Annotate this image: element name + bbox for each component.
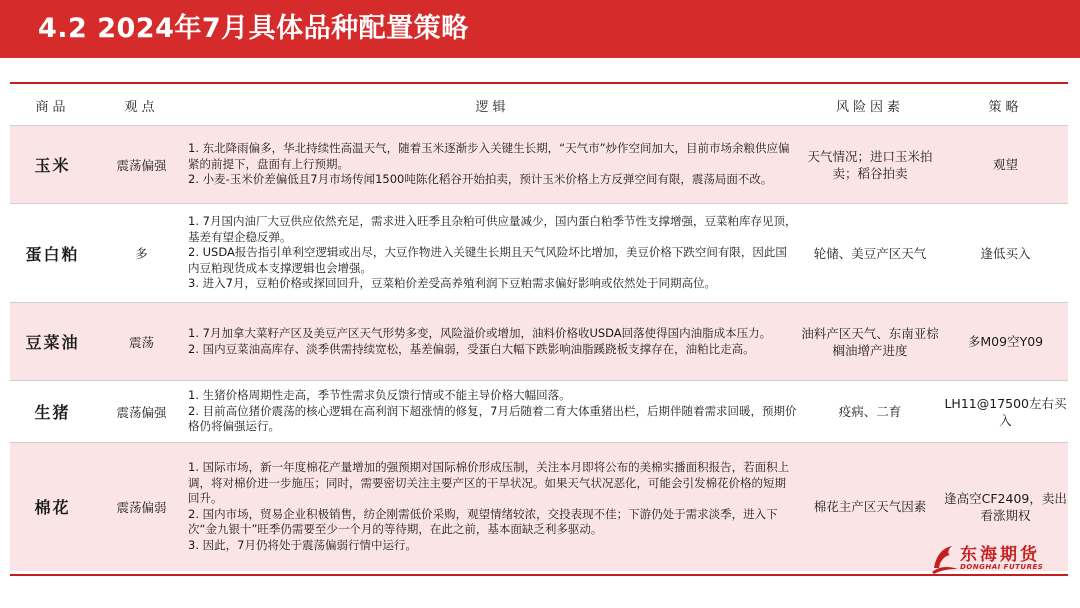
logic-point: 2. USDA报告指引单利空逻辑或出尽，大豆作物进入关键生长期且天气风险坏比增加，美豆价格下跌空间有限，因此国内豆粕现货成本支撑逻辑也会增强。 xyxy=(188,245,787,275)
table-row xyxy=(10,381,1068,443)
header-logic: 逻辑 xyxy=(475,99,510,115)
logic-point: 1. 东北降雨偏多，华北持续性高温天气，随着玉米逐渐步入关键生长期，“天气市”炒作空间加大，目前市场余粮供应偏紧的前提下，盘面有上行预期。 xyxy=(188,141,790,171)
page-title: 4.2 2024年7月具体品种配置策略 xyxy=(38,13,469,44)
table-row xyxy=(10,204,1068,303)
header-view: 观点 xyxy=(124,99,159,115)
header-strategy: 策略 xyxy=(988,99,1023,115)
header-product: 商品 xyxy=(35,99,70,115)
risk-cell: 棉花主产区天气因素 xyxy=(813,499,927,515)
strategy-cell: 观望 xyxy=(992,157,1018,172)
risk-cell: 疫病、二育 xyxy=(838,404,902,419)
product-cell: 蛋白粕 xyxy=(25,244,80,264)
strategy-cell: LH11@17500左右买入 xyxy=(944,395,1067,428)
view-cell: 震荡偏强 xyxy=(116,404,167,420)
table-header-row xyxy=(10,85,1068,126)
strategy-cell: 逢高空CF2409，卖出看涨期权 xyxy=(944,490,1067,523)
logic-cell xyxy=(188,126,797,204)
risk-cell: 油料产区天气、东南亚棕榈油增产进度 xyxy=(801,325,939,358)
product-cell: 棉花 xyxy=(34,498,71,518)
table-row xyxy=(10,443,1068,571)
logic-point: 1. 7月加拿大菜籽产区及美豆产区天气形势多变，风险溢价或增加，油料价格收USDA回落使得国内油脂成本压力。 xyxy=(188,326,772,340)
product-cell: 生猪 xyxy=(34,403,71,422)
logic-point: 3. 因此，7月仍将处于震荡偏弱行情中运行。 xyxy=(188,537,417,552)
logic-point: 2. 国内豆菜油高库存、淡季供需持续宽松，基差偏弱，受蛋白大幅下跌影响油脂蹊跷板支撑存在，油粕比走高。 xyxy=(188,341,755,356)
product-cell: 豆菜油 xyxy=(25,333,80,352)
logic-point: 2. 目前高位猪价震荡的核心逻辑在高利润下超涨情的修复，7月后随着二育大体重猪出栏，后期伴随着需求回暖，预期价格仍将偏强运行。 xyxy=(188,403,797,434)
table-bottom-rule xyxy=(10,574,1068,576)
horse-emblem-icon xyxy=(930,542,960,576)
view-cell: 震荡偏弱 xyxy=(116,499,167,515)
logic-point: 1. 生猪价格周期性走高，季节性需求负反馈行情或不能主导价格大幅回落。 xyxy=(188,388,571,403)
product-cell: 玉米 xyxy=(34,156,71,175)
logo-name-cn: 东海期货 xyxy=(960,545,1040,565)
table-top-rule xyxy=(10,82,1068,84)
view-cell: 多 xyxy=(135,246,148,261)
strategy-cell: 逢低买入 xyxy=(980,245,1031,261)
table-row xyxy=(10,303,1068,381)
risk-cell: 轮储、美豆产区天气 xyxy=(813,245,927,261)
view-cell: 震荡偏强 xyxy=(116,157,167,173)
logic-point: 1. 7月国内油厂大豆供应依然充足，需求进入旺季且杂粕可供应量减少，国内蛋白粕季节性支撑增强，豆菜粕库存见顶，基差有望企稳反弹。 xyxy=(188,214,797,244)
strategy-table xyxy=(10,85,1068,571)
logo-name-en: DONGHAI FUTURES xyxy=(960,563,1044,571)
logic-point: 1. 国际市场，新一年度棉花产量增加的强预期对国际棉价形成压制，关注本月即将公布的美棉实播面积报告，若面积上调，将对棉价进一步施压；同时，需要密切关注主要产区的干旱状况。如果天气状况恶化，可能会引发棉花价格的短期回升。 xyxy=(188,460,790,506)
logic-cell xyxy=(188,443,797,571)
logic-cell xyxy=(188,381,797,443)
company-logo xyxy=(930,540,1050,580)
header-risk: 风险因素 xyxy=(835,99,904,115)
logic-point: 2. 国内市场，贸易企业积极销售，纺企刚需低价采购，观望情绪较浓，交投表现不佳；下游仍处于需求淡季，进入下次“金九银十”旺季仍需要至少一个月的等待期，在此之前，基本面缺乏利多驱动。 xyxy=(188,506,778,537)
logic-point: 3. 进入7月，豆粕价格或探回回升，豆菜粕价差受高养殖利润下豆粕需求偏好影响或依然处于同期高位。 xyxy=(188,276,716,291)
table-row xyxy=(10,126,1068,204)
risk-cell: 天气情况；进口玉米拍卖；稻谷拍卖 xyxy=(807,148,933,181)
logic-point: 2. 小麦-玉米价差偏低且7月市场传闻1500吨陈化稻谷开始拍卖，预计玉米价格上方反弹空间有限，震荡局面不改。 xyxy=(188,172,773,187)
strategy-cell: 多M09空Y09 xyxy=(967,334,1044,349)
logic-cell xyxy=(188,204,797,303)
title-bar xyxy=(0,0,1080,58)
logic-cell xyxy=(188,303,797,381)
view-cell: 震荡 xyxy=(128,334,154,350)
